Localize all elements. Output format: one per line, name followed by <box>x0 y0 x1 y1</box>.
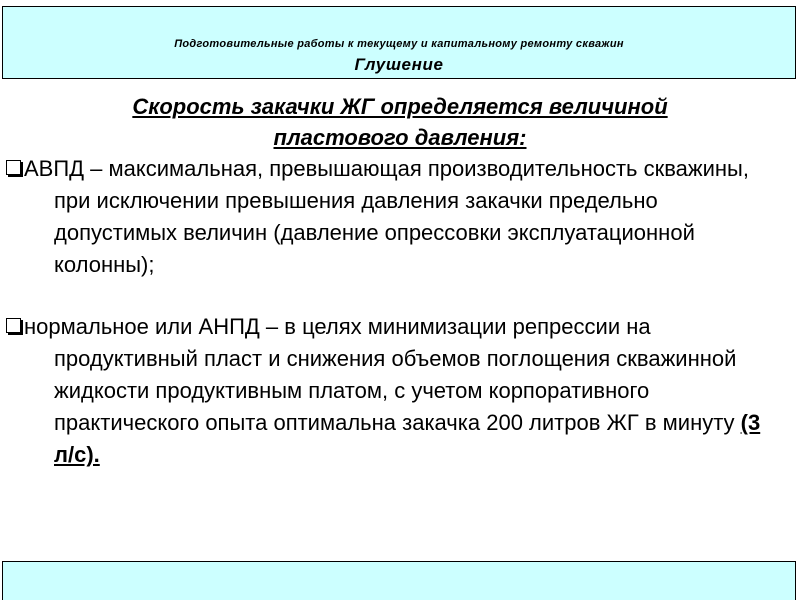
bullet-item-avpd <box>0 153 800 281</box>
bullet-item-anpd <box>0 311 800 471</box>
header-banner <box>2 6 796 79</box>
main-content <box>0 91 800 471</box>
bullet-text-anpd: нормальное или АНПД – в целях минимизации репрессии на продуктивный пласт и снижения объемов поглощения скважинной жидкости продуктивным платом, с учетом корпоративного практического опыта оптимальна закачка 200 литров ЖГ в минуту <box>24 314 741 435</box>
footer-banner <box>2 561 796 600</box>
checkbox-square-icon <box>6 160 21 175</box>
header-subtitle: Подготовительные работы к текущему и капитальному ремонту скважин <box>174 38 624 50</box>
header-title: Глушение <box>354 55 444 74</box>
rate-emphasis: (3 л/с). <box>54 410 761 467</box>
lead-statement: Скорость закачки ЖГ определяется величиной пластового давления: <box>132 94 668 150</box>
bullet-text-avpd: АВПД – максимальная, превышающая производительность скважины, при исключении превышения давления закачки предельно допустимых величин (давление опрессовки эксплуатационной колонны); <box>24 156 749 277</box>
checkbox-square-icon <box>6 318 21 333</box>
